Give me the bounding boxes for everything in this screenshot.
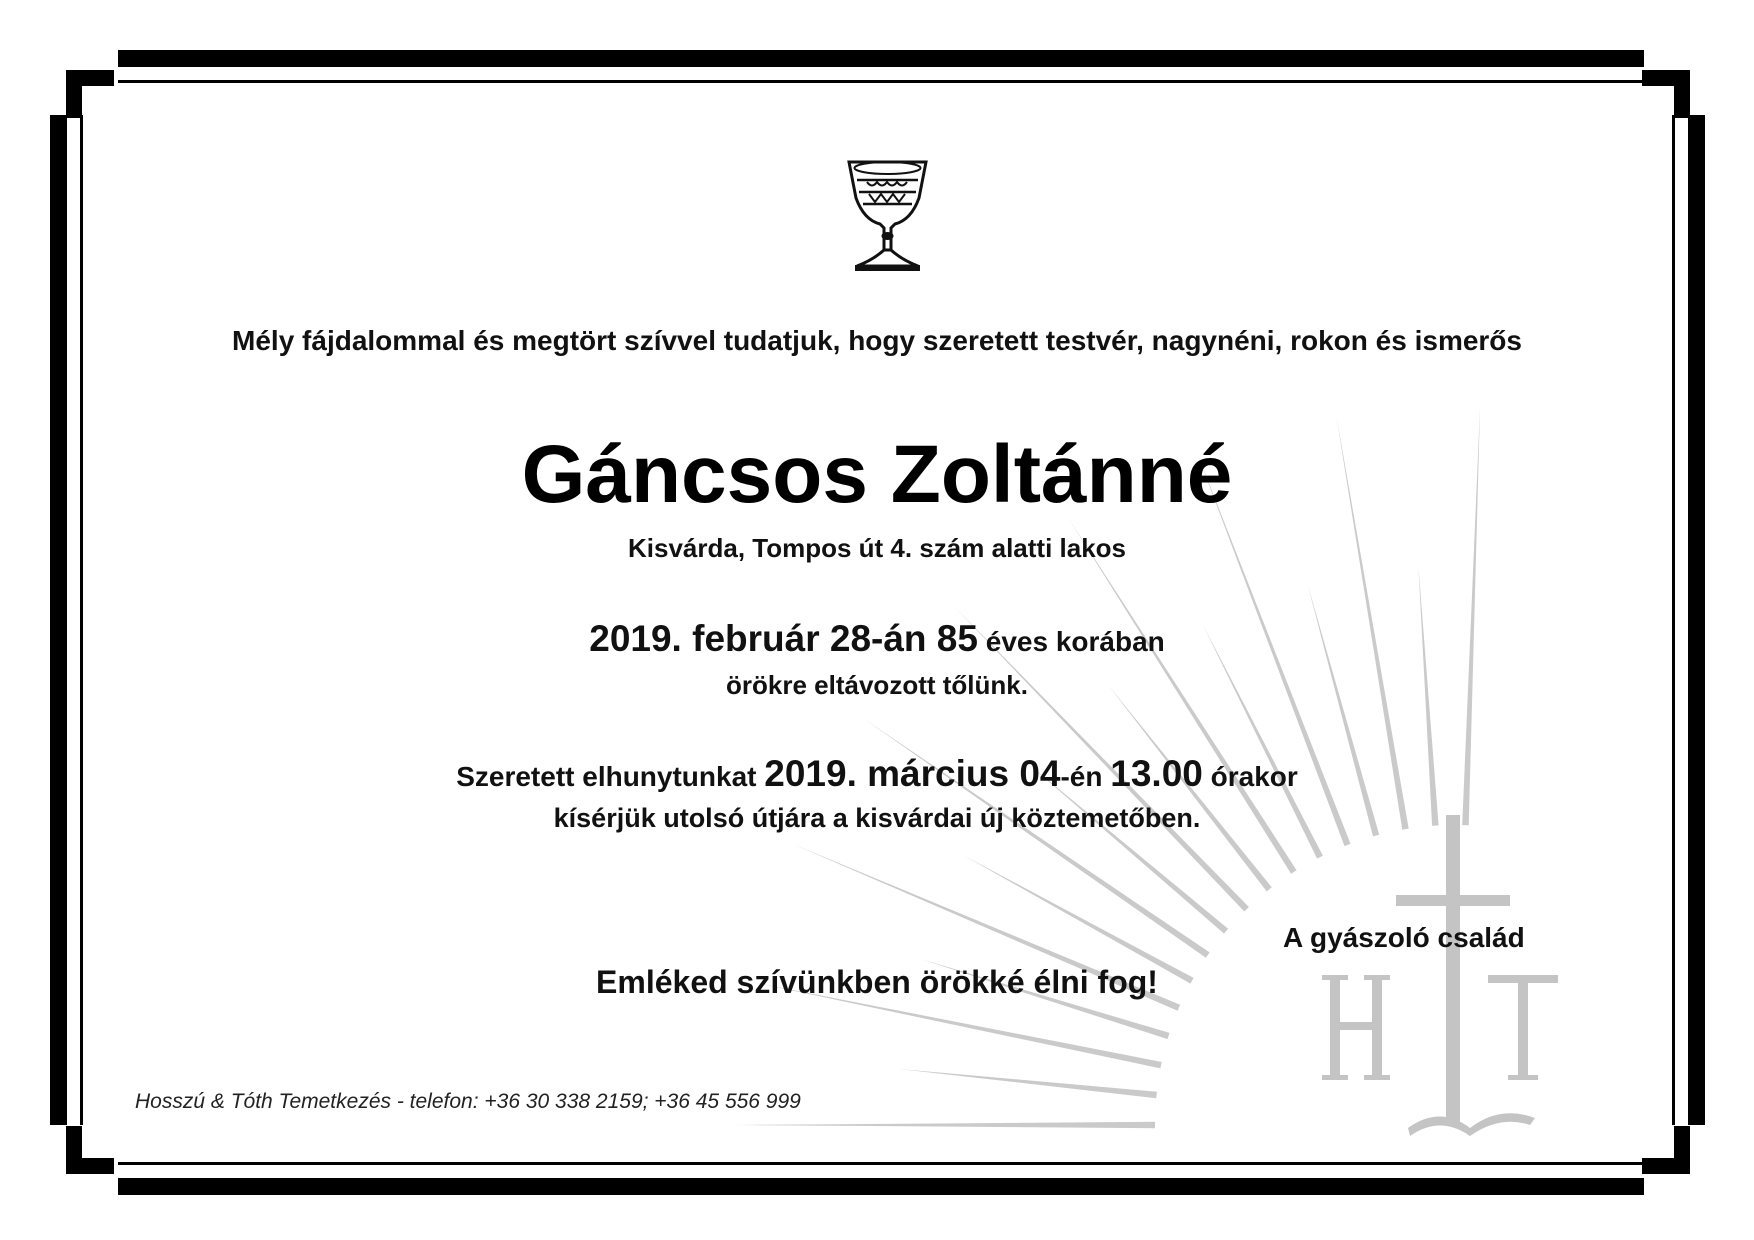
funeral-line <box>0 753 1754 795</box>
death-date: 2019. február 28-án 85 <box>589 618 978 659</box>
departed-text: örökre eltávozott tőlünk. <box>726 670 1028 700</box>
death-age-suffix: éves korában <box>985 626 1165 657</box>
family-signature: A gyászoló család <box>1283 922 1525 953</box>
funeral-time: 13.00 <box>1110 753 1203 794</box>
deceased-name: Gáncsos Zoltánné <box>521 429 1233 520</box>
funeral-prefix: Szeretett elhunytunkat <box>456 761 757 792</box>
funeral-date: 2019. március 04 <box>764 753 1061 794</box>
residence: Kisvárda, Tompos út 4. szám alatti lakos <box>627 533 1126 563</box>
funeral-time-suffix: órakor <box>1210 761 1298 792</box>
funeral-place: kísérjük utolsó útjára a kisvárdai új köztemetőben. <box>553 803 1201 833</box>
sun-ray <box>735 1122 1155 1128</box>
funeral-date-suffix: -én <box>1060 761 1103 792</box>
chalice-icon <box>845 158 930 276</box>
intro-text: Mély fájdalommal és megtört szívvel tudatjuk, hogy szeretett testvér, nagynéni, rokon és ismerős <box>232 325 1522 356</box>
footer-contact: Hosszú & Tóth Temetkezés - telefon: +36 30 338 2159; +36 45 556 999 <box>135 1090 801 1113</box>
memory-text: Emléked szívünkben örökké élni fog! <box>596 964 1158 1000</box>
sun-ray <box>898 1069 1157 1098</box>
death-date-line <box>0 618 1754 660</box>
